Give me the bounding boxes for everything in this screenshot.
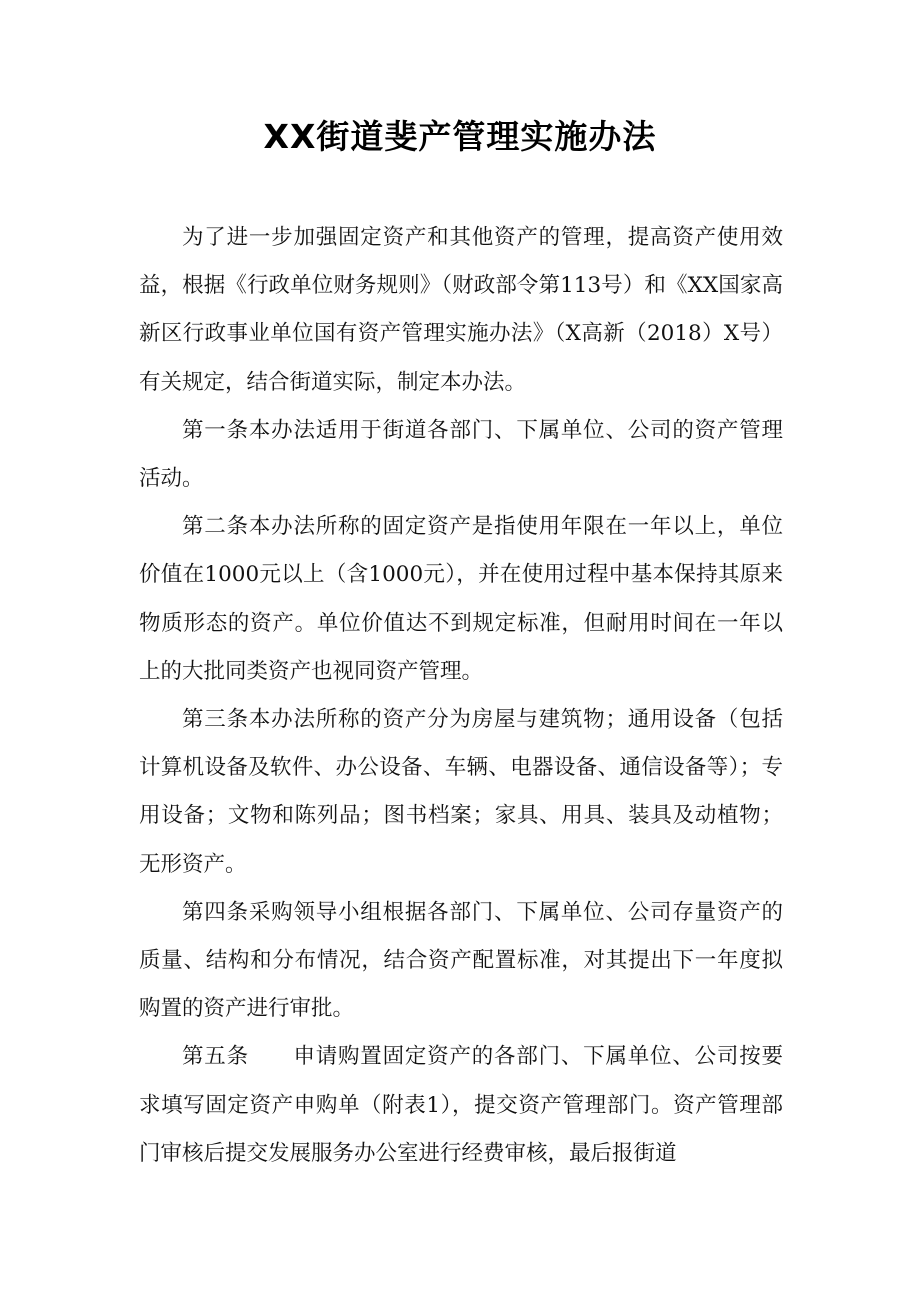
paragraph-article-3: 第三条本办法所称的资产分为房屋与建筑物；通用设备（包括计算机设备及软件、办公设备、车辆、电器设备、通信设备等）；专用设备；文物和陈列品；图书档案；家具、用具、装具及动植物；无形资产。: [139, 707, 783, 877]
paragraph-article-5: 第五条 申请购置固定资产的各部门、下属单位、公司按要求填写固定资产申购单（附表1），提交资产管理部门。资产管理部门审核后提交发展服务办公室进行经费审核，最后报街道: [139, 1044, 783, 1166]
paragraph-article-4: 第四条采购领导小组根据各部门、下属单位、公司存量资产的质量、结构和分布情况，结合资产配置标准，对其提出下一年度拟购置的资产进行审批。: [139, 899, 783, 1022]
paragraph-article-1: 第一条本办法适用于街道各部门、下属单位、公司的资产管理活动。: [139, 417, 783, 492]
paragraph-preamble: 为了进一步加强固定资产和其他资产的管理，提高资产使用效益，根据《行政单位财务规则》（财政部令第113号）和《XX国家高新区行政事业单位国有资产管理实施办法》（X高新（2018）X号）有关规定，结合街道实际，制定本办法。: [139, 225, 783, 395]
document-body: [139, 214, 783, 1178]
paragraph-article-2: 第二条本办法所称的固定资产是指使用年限在一年以上，单位价值在1000元以上（含1000元），并在使用过程中基本保持其原来物质形态的资产。单位价值达不到规定标准，但耐用时间在一年以上的大批同类资产也视同资产管理。: [139, 514, 783, 684]
document-title: XX街道斐产管理实施办法: [263, 117, 657, 156]
